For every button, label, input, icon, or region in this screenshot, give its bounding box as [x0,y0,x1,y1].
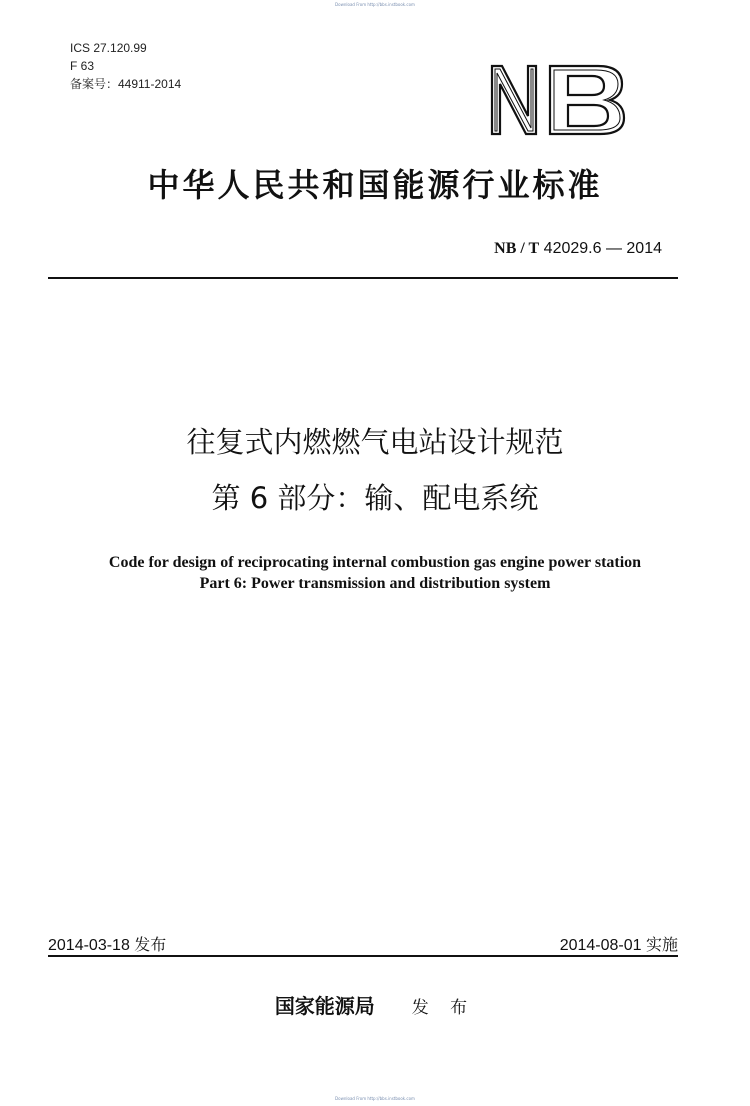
issuer-line [0,990,750,1019]
watermark-bottom: Download From http://bbs.instbook.com [335,1096,415,1101]
ics-code: ICS 27.120.99 [70,41,147,55]
standard-number [494,240,662,258]
watermark-top: Download From http://bbs.instbook.com [335,2,415,7]
title-cn-line2: 第 6 部分：输、配电系统 [211,481,539,515]
title-en-line1: Code for design of reciprocating internal combustion gas engine power station [108,554,642,571]
header-divider [48,277,678,279]
issue-date: 2014-03-18 发布 [48,937,167,954]
implementation-date: 2014-08-01 实施 [559,937,678,954]
classification-code: F 63 [70,59,95,73]
standard-code: 42029.6 — 2014 [543,240,662,257]
footer-divider [48,955,678,957]
issuer-action: 发 布 [411,998,476,1018]
title-cn-line1: 往复式内燃燃气电站设计规范 [186,425,564,459]
organization-title: 中华人民共和国能源行业标准 [147,166,603,204]
filing-number: 备案号：44911-2014 [70,77,182,91]
nb-logo [488,60,628,140]
issuer-name: 国家能源局 [274,994,375,1018]
title-en-line2: Part 6: Power transmission and distribution system [199,575,551,592]
standard-prefix: NB / T [494,240,540,257]
